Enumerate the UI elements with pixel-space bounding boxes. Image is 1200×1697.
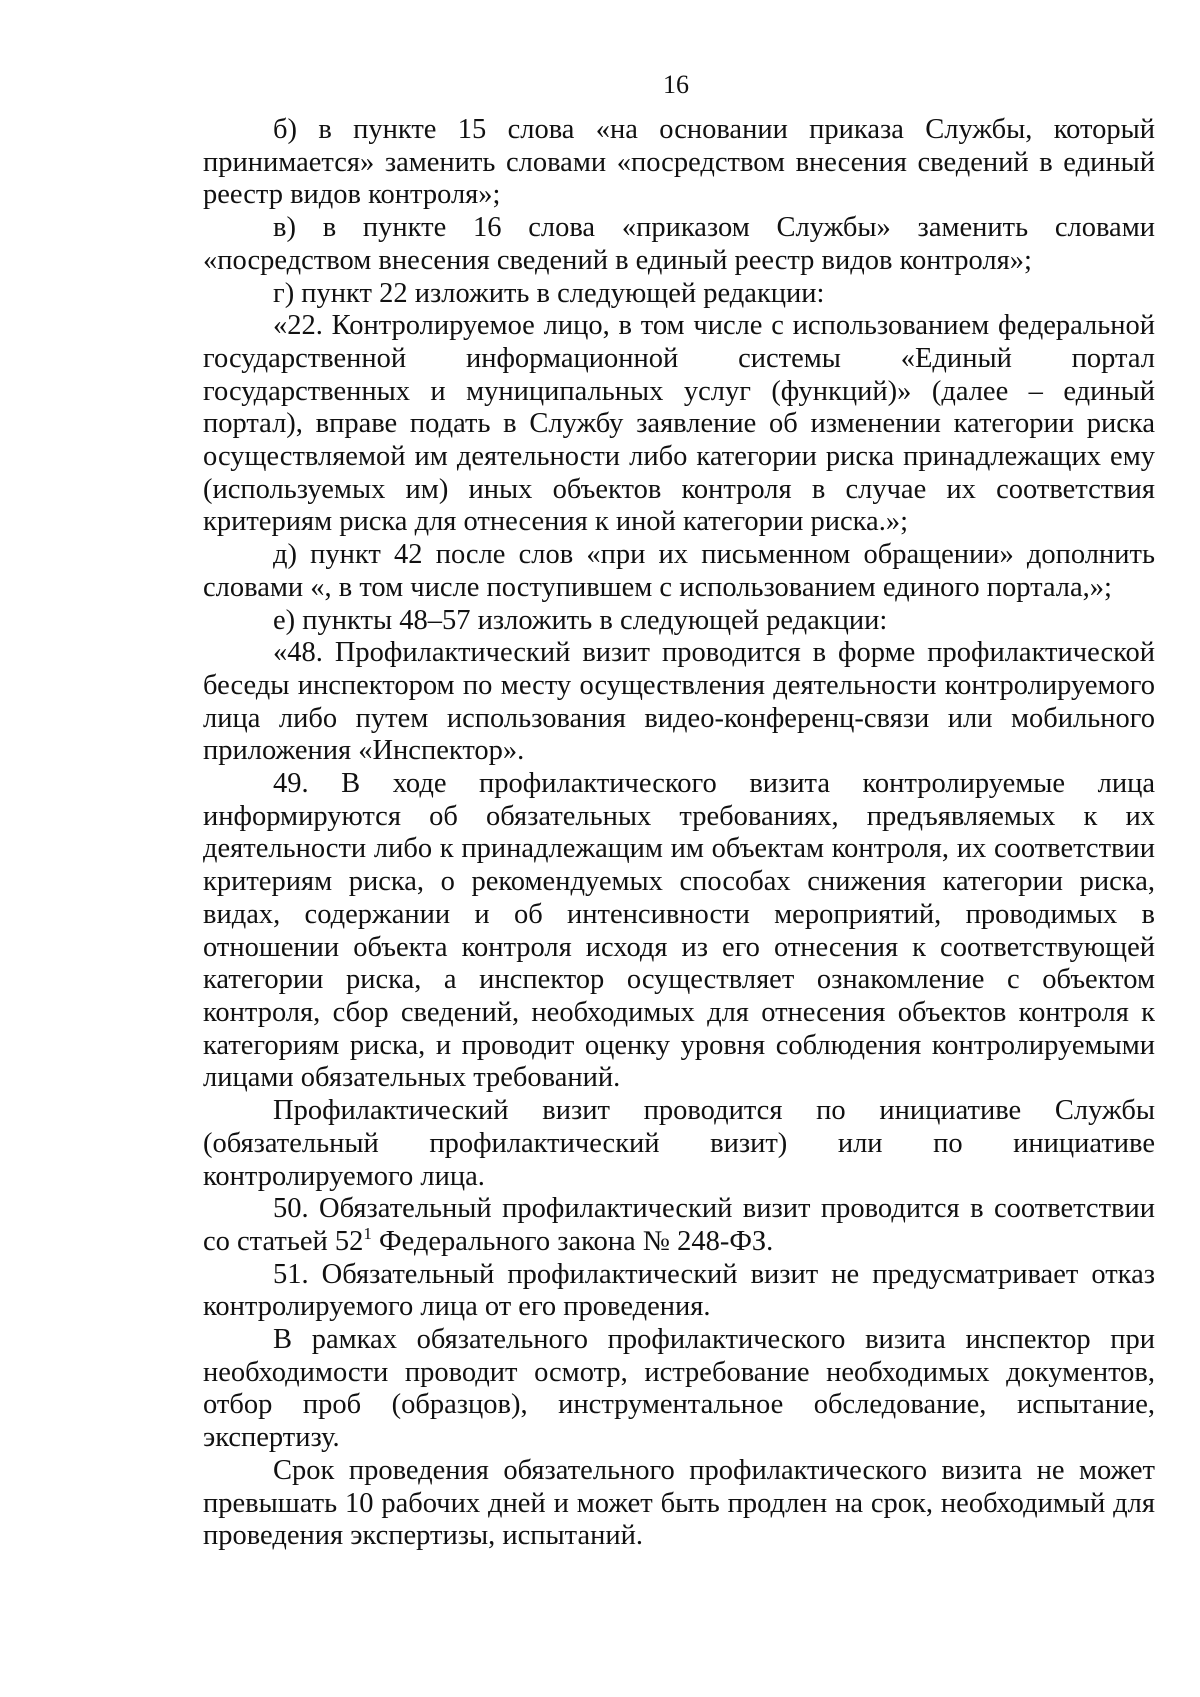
paragraph-amendment-b: б) в пункте 15 слова «на основании приказа Службы, который принимается» заменить словами «посредством внесения сведений в единый реестр видов контроля»; xyxy=(203,114,1155,211)
paragraph-item-51: 51. Обязательный профилактический визит не предусматривает отказ контролируемого лица от его проведения. xyxy=(203,1258,1155,1323)
paragraph-visit-initiative: Профилактический визит проводится по инициативе Службы (обязательный профилактический визит) или по инициативе контролируемого лица. xyxy=(203,1095,1155,1192)
paragraph-item-22: «22. Контролируемое лицо, в том числе с использованием федеральной государственной информационной системы «Единый портал государственных и муниципальных услуг (функций)» (далее – единый портал), вправе подать в Службу заявление об изменении категории риска осуществляемой им деятельности либо категории риска принадлежащих ему (используемых им) иных объектов контроля в случае их соответствия критериям риска для отнесения к иной категории риска.»; xyxy=(203,310,1155,538)
paragraph-amendment-e: е) пункты 48–57 изложить в следующей редакции: xyxy=(273,604,888,636)
page-number: 16 xyxy=(663,70,689,99)
item-50-law: Федерального закона № 248-ФЗ. xyxy=(371,1225,774,1257)
paragraph-visit-duration: Срок проведения обязательного профилактического визита не может превышать 10 рабочих дней и может быть продлен на срок, необходимый для проведения экспертизы, испытаний. xyxy=(203,1454,1155,1552)
document-body xyxy=(203,114,1155,1553)
paragraph-item-50 xyxy=(203,1193,1155,1258)
article-superscript: 1 xyxy=(363,1223,372,1243)
paragraph-item-48: «48. Профилактический визит проводится в форме профилактической беседы инспектором по месту осуществления деятельности контролируемого лица либо путем использования видео-конференц-связи или мобильного приложения «Инспектор». xyxy=(203,637,1155,767)
paragraph-item-49: 49. В ходе профилактического визита контролируемые лица информируются об обязательных требованиях, предъявляемых к их деятельности либо к принадлежащим им объектам контроля, их соответствии критериям риска, о рекомендуемых способах снижения категории риска, видах, содержании и об интенсивности мероприятий, проводимых в отношении объекта контроля исходя из его отнесения к соответствующей категории риска, а инспектор осуществляет ознакомление с объектом контроля, сбор сведений, необходимых для отнесения объектов контроля к категориям риска, и проводит оценку уровня соблюдения контролируемыми лицами обязательных требований. xyxy=(203,768,1155,1094)
paragraph-visit-scope: В рамках обязательного профилактического визита инспектор при необходимости проводит осмотр, истребование необходимых документов, отбор проб (образцов), инструментальное обследование, испытание, экспертизу. xyxy=(203,1324,1155,1454)
item-50-text: 50. Обязательный профилактический визит проводится в соответствии со статьей 52 xyxy=(203,1193,1155,1257)
paragraph-amendment-g: г) пункт 22 изложить в следующей редакции: xyxy=(273,277,825,309)
paragraph-amendment-v: в) в пункте 16 слова «приказом Службы» заменить словами «посредством внесения сведений в единый реестр видов контроля»; xyxy=(203,212,1155,276)
paragraph-amendment-d: д) пункт 42 после слов «при их письменном обращении» дополнить словами «, в том числе поступившем с использованием единого портала,»; xyxy=(203,539,1155,603)
